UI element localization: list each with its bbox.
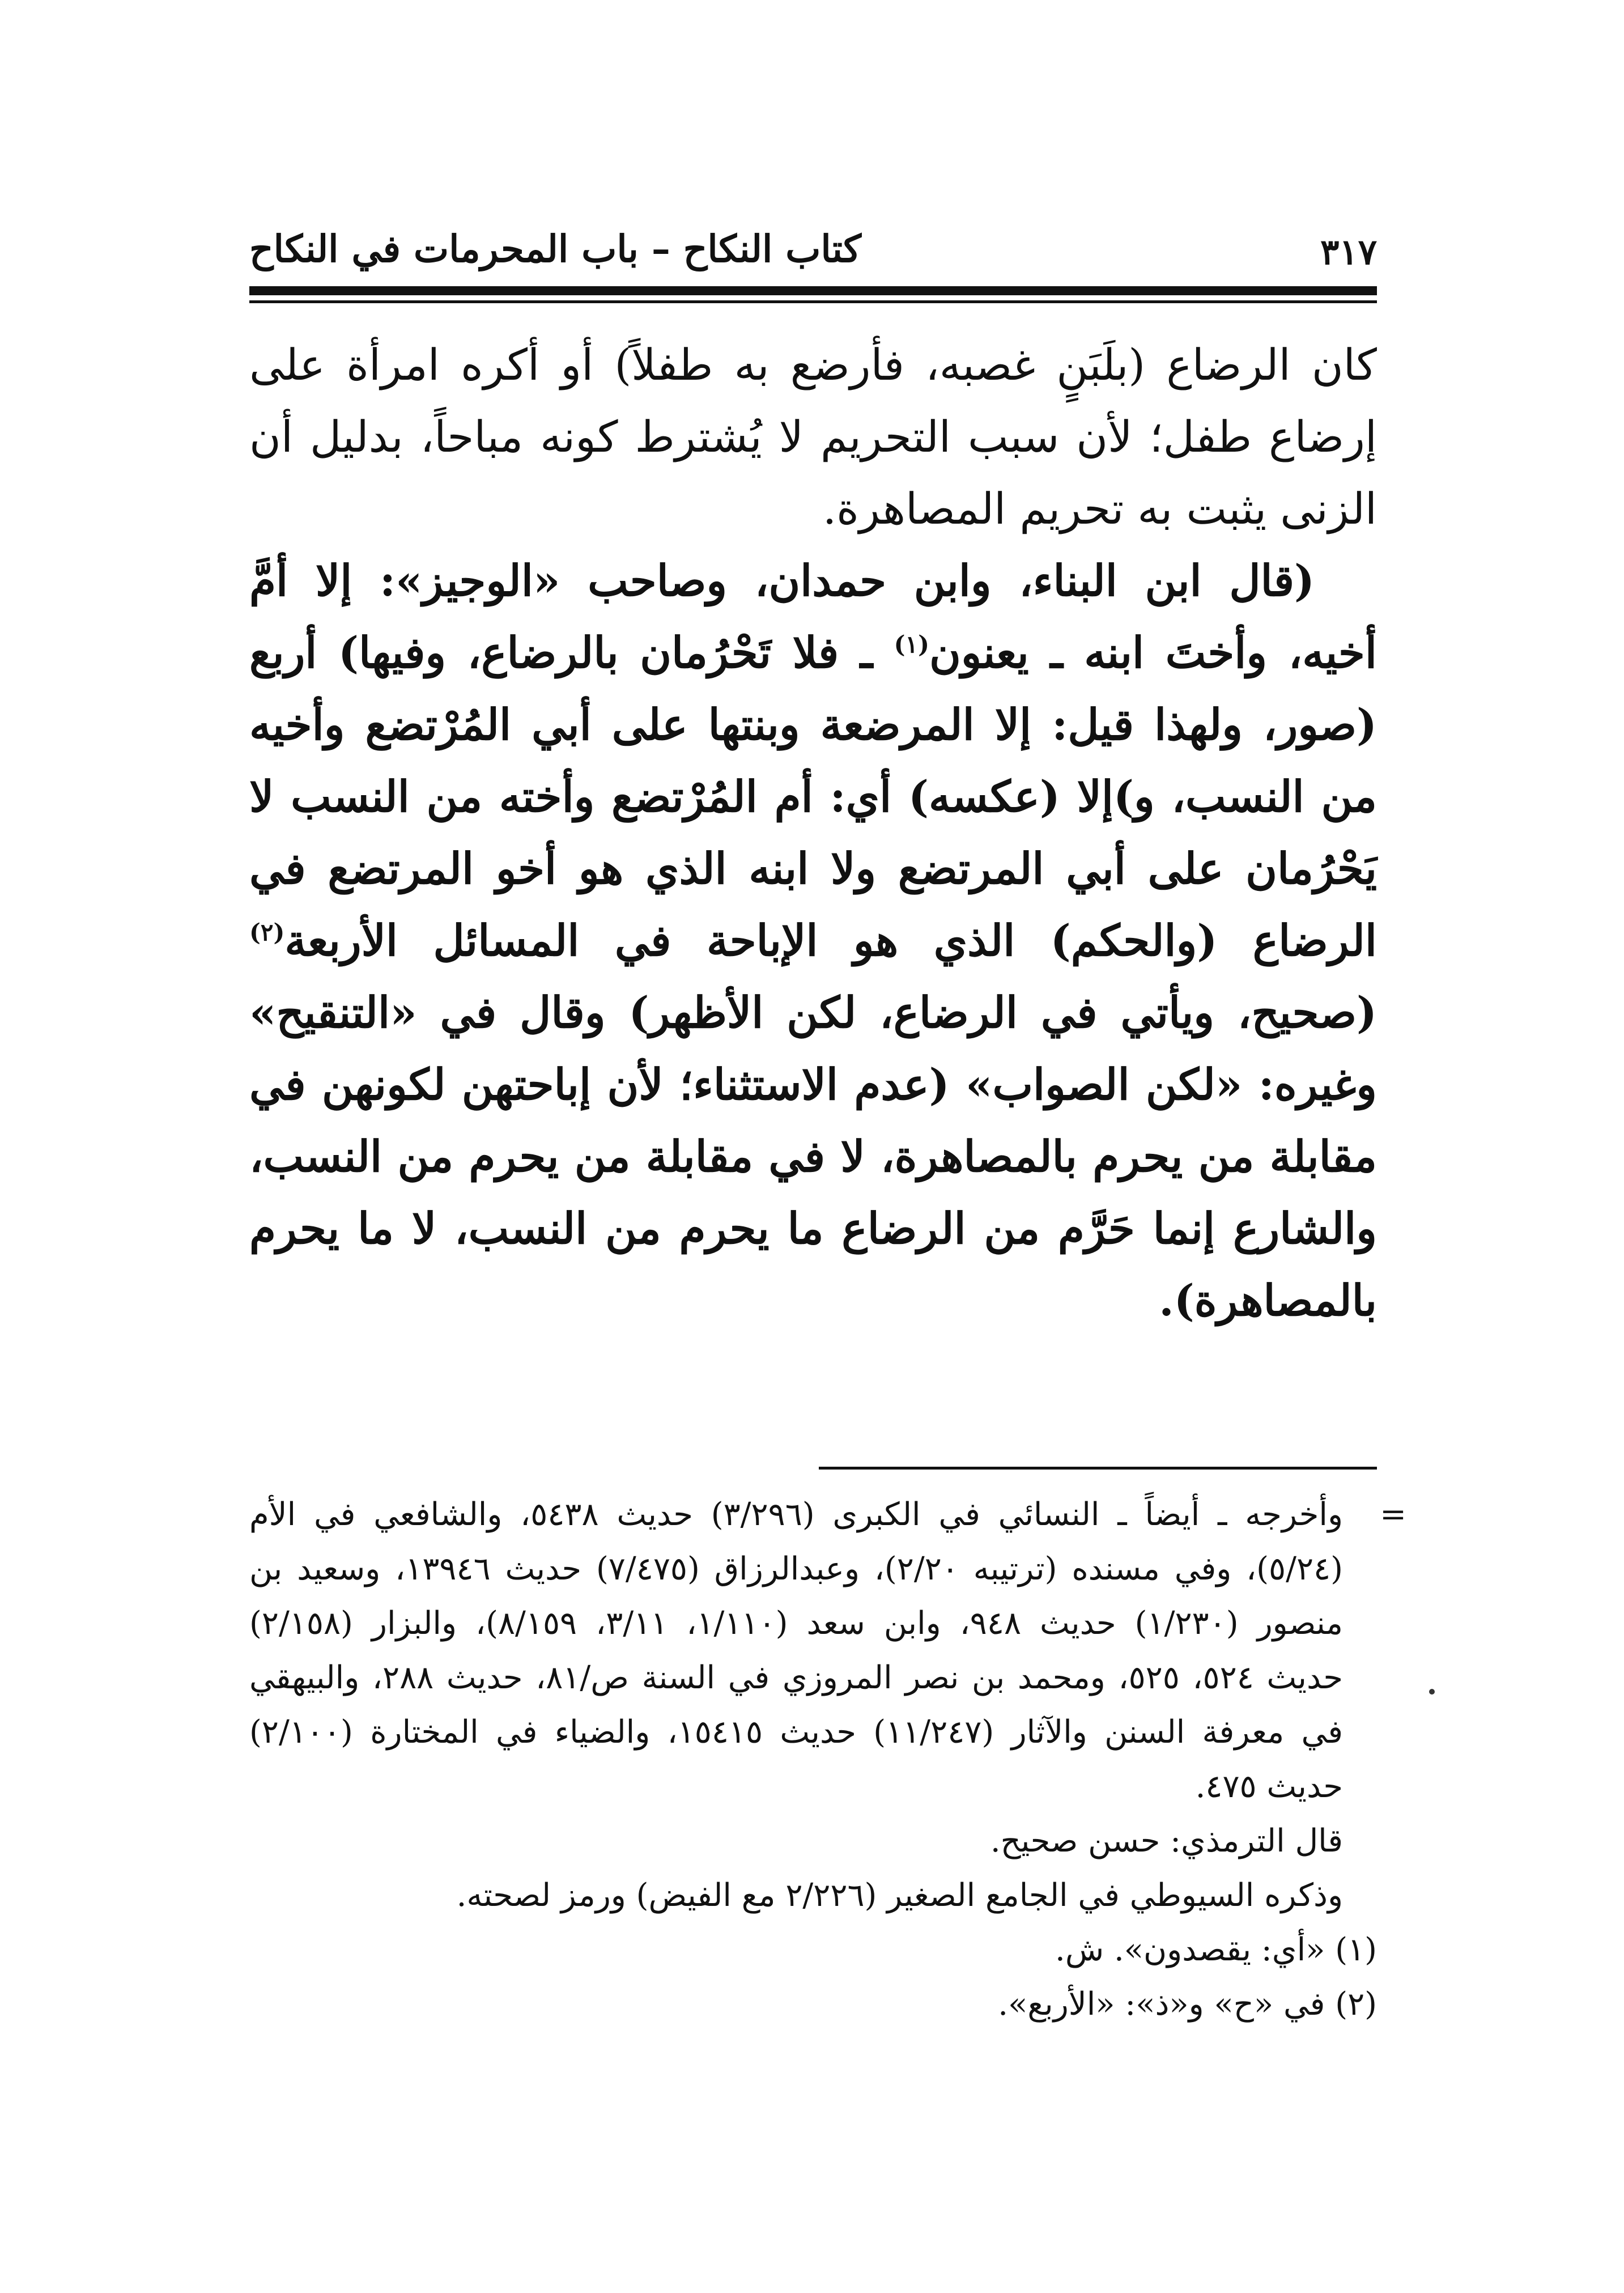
header-rule-thin: [249, 300, 1377, 303]
footnotes: [249, 1488, 1406, 2032]
page-header: [249, 221, 1377, 283]
header-rule-thick: [249, 286, 1377, 295]
paragraph-1: كان الرضاع (بلَبَنٍ غصبه، فأرضع به طفلاً) أو أكره امرأة على إرضاع طفل؛ لأن سبب التحريم لا يُشترط كونه مباحاً، بدليل أن الزنى يثبت به تحريم المصاهرة.: [249, 339, 1377, 534]
paragraph-2-part-b: ـ فلا تَحْرُمان بالرضاع، وفيها) أربع (صور، ولهذا قيل: إلا المرضعة وبنتها على أبي المُرْتضع وأخيه من النسب، و)إلا (عكسه) أي: أم المُرْتضع وأخته من النسب لا يَحْرُمان على أبي المرتضع ولا ابنه الذي هو أخو المرتضع في الرضاع (والحكم) الذي هو الإباحة في المسائل الأربعة: [249, 627, 1378, 966]
footnote-suyuti: وذكره السيوطي في الجامع الصغير (٢/٢٢٦ مع الفيض) ورمز لصحته.: [456, 1877, 1343, 1914]
footnote-1: (١) «أي: يقصدون». ش.: [1055, 1931, 1377, 1968]
paragraph-2-part-c: (صحيح، ويأتي في الرضاع، لكن الأظهر) وقال في «التنقيح» وغيره: «لكن الصواب» (عدم الاستثناء؛ لأن إباحتهن لكونهن في مقابلة من يحرم بالمصاهرة، لا في مقابلة من يحرم من النسب، والشارع إنما حَرَّم من الرضاع ما يحرم من النسب، لا ما يحرم بالمصاهرة).: [249, 987, 1377, 1326]
footnote-tirmidhi: قال الترمذي: حسن صحيح.: [990, 1823, 1343, 1859]
scan-speck: [1429, 1689, 1435, 1695]
footnote-ref-2: (٢): [249, 918, 285, 946]
paragraph-2-part-a: (قال ابن البناء، وابن حمدان، وصاحب «الوجيز»: إلا أمَّ أخيه، وأختَ ابنه ـ يعنون: [249, 555, 1377, 678]
paragraph-2: [249, 545, 1377, 1336]
page-number: ٣١٧: [1320, 231, 1377, 273]
footnote-continuation: [249, 1488, 1406, 1814]
footnote-separator: [819, 1467, 1377, 1470]
main-text: [249, 329, 1377, 1336]
footnote-continuation-text: وأخرجه ـ أيضاً ـ النسائي في الكبرى (٣/٢٩٦) حديث ٥٤٣٨، والشافعي في الأم (٥/٢٤)، وفي مسنده (ترتيبه ٢/٢٠)، وعبدالرزاق (٧/٤٧٥) حديث ١٣٩٤٦، وسعيد بن منصور (١/٢٣٠) حديث ٩٤٨، وابن سعد (١/١١٠، ٣/١١، ٨/١٥٩)، والبزار (٢/١٥٨) حديث ٥٢٤، ٥٢٥، ومحمد بن نصر المروزي في السنة ص/٨١، حديث ٢٨٨، والبيهقي في معرفة السنن والآثار (١١/٢٤٧) حديث ١٥٤١٥، والضياء في المختارة (٢/١٠٠) حديث ٤٧٥.: [249, 1496, 1344, 1805]
footnote-2: (٢) في «ح» و«ذ»: «الأربع».: [998, 1986, 1377, 2023]
running-title: كتاب النكاح – باب المحرمات في النكاح: [249, 227, 861, 271]
footnote-ref-1: (١): [894, 630, 929, 659]
continuation-mark: =: [1380, 1496, 1406, 1533]
